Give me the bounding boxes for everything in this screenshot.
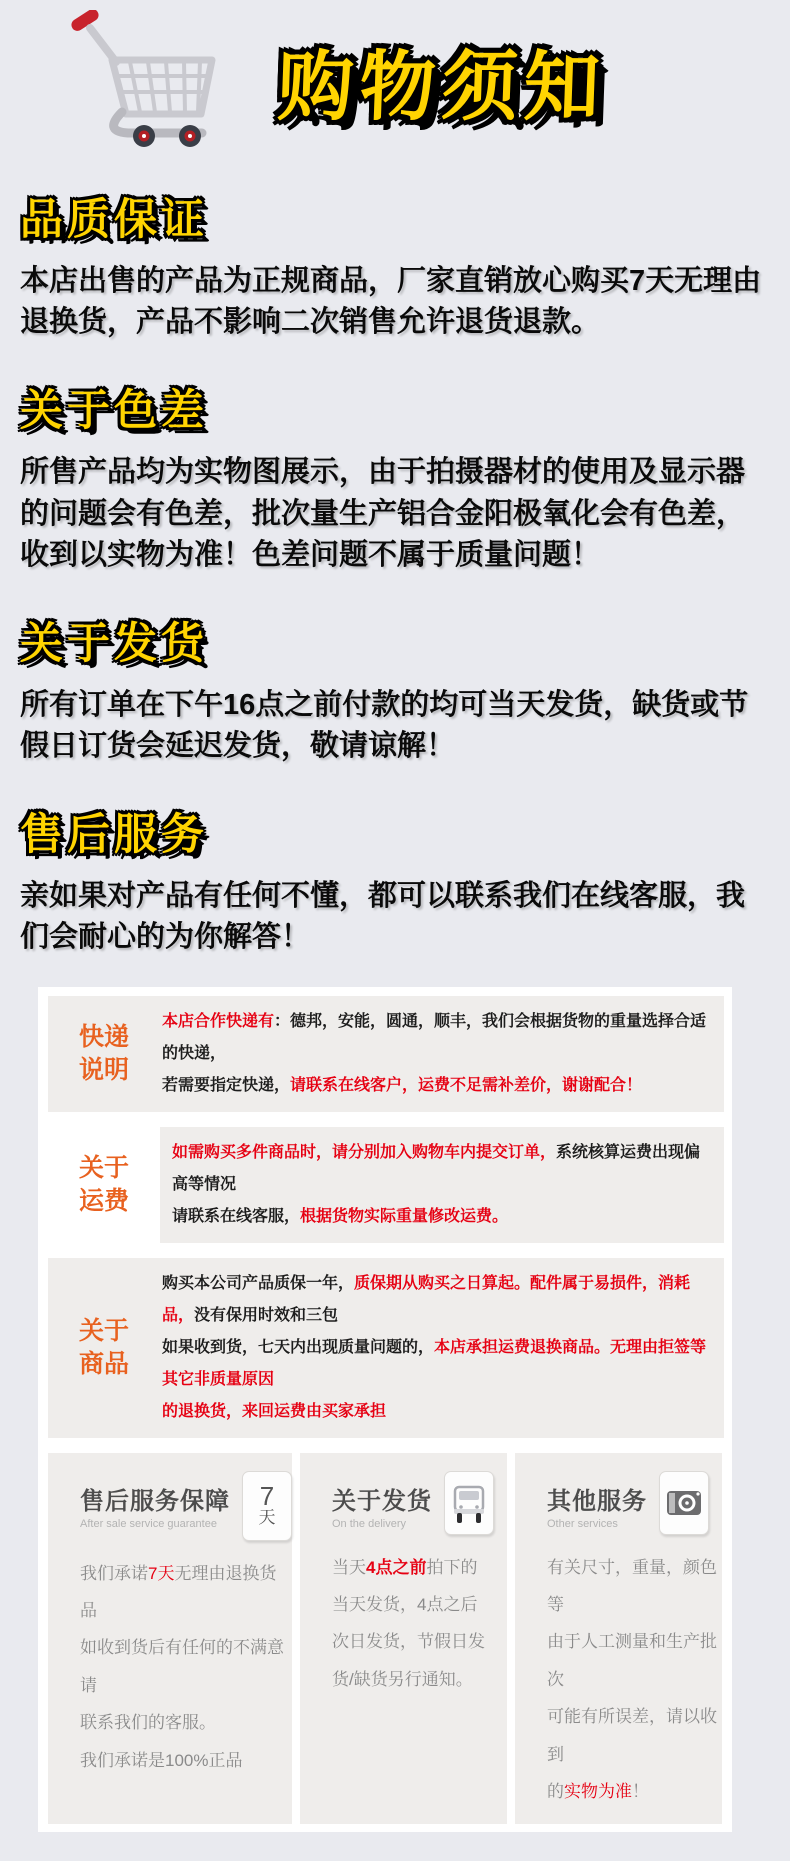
shopping-cart-icon <box>52 10 220 148</box>
card-delivery-title: 关于发货 <box>332 1487 432 1515</box>
section-shipping-body: 所有订单在下午16点之前付款的均可当天发货，缺货或节假日订货会延迟发货，敬请谅解！ <box>20 688 749 763</box>
header <box>0 0 790 162</box>
section-color-difference-heading: 关于色差 <box>20 387 208 436</box>
card-other-services-head <box>547 1471 722 1535</box>
section-shipping-heading: 关于发货 <box>20 619 208 668</box>
footer-spacer <box>0 1832 790 1861</box>
row-express-note-label: 快递说明 <box>78 1023 129 1084</box>
card-other-services-body: 有关尺寸，重量，颜色等 由于人工测量和生产批次 可能有所误差，请以收到 的实物为准！ <box>547 1557 717 1801</box>
card-delivery-body: 当天4点之前拍下的 当天发货，4点之后 次日发货，节假日发 货/缺货另行通知。 <box>332 1557 485 1689</box>
card-delivery <box>300 1453 507 1825</box>
card-after-sales-guarantee-title: 售后服务保障 <box>80 1487 230 1515</box>
card-delivery-subtitle: On the delivery <box>332 1517 406 1530</box>
row-shipping-fee-content: 如需购买多件商品时，请分别加入购物车内提交订单，系统核算运费出现偏高等情况 请联系在线客服，根据货物实际重量修改运费。 <box>160 1127 724 1243</box>
row-express-note-content: 本店合作快递有：德邦，安能，圆通，顺丰，我们会根据货物的重量选择合适的快递， 若需要指定快递，请联系在线客户，运费不足需补差价，谢谢配合！ <box>162 1012 707 1094</box>
card-delivery-head <box>332 1471 507 1535</box>
card-after-sales-guarantee-body: 我们承诺7天无理由退换货品 如收到货后有任何的不满意请 联系我们的客服。 我们承诺是100%正品 <box>80 1563 284 1770</box>
camera-icon <box>659 1471 709 1535</box>
section-quality-body: 本店出售的产品为正规商品，厂家直销放心购买7天无理由退换货，产品不影响二次销售允许退货退款。 <box>20 265 762 339</box>
service-cards <box>48 1453 722 1825</box>
card-other-services <box>515 1453 722 1825</box>
card-other-services-title: 其他服务 <box>547 1487 647 1515</box>
notice-panel <box>38 987 732 1833</box>
card-after-sales-guarantee-head <box>80 1471 292 1541</box>
row-shipping-fee-label: 关于运费 <box>78 1154 129 1215</box>
card-after-sales-guarantee <box>48 1453 292 1825</box>
card-other-services-subtitle: Other services <box>547 1517 618 1530</box>
section-color-difference <box>20 353 770 576</box>
section-after-sales-body: 亲如果对产品有任何不懂，都可以联系我们在线客服，我们会耐心的为你解答！ <box>20 880 746 954</box>
section-shipping <box>20 586 770 767</box>
section-color-difference-body: 所售产品均为实物图展示，由于拍摄器材的使用及显示器的问题会有色差，批次量生产铝合金阳极氧化会有色差，收到以实物为准！色差问题不属于质量问题！ <box>20 456 746 571</box>
section-after-sales <box>20 777 770 958</box>
card-after-sales-guarantee-subtitle: After sale service guarantee <box>80 1517 217 1530</box>
row-product-warranty-content: 购买本公司产品质保一年，质保期从购买之日算起。配件属于易损件，消耗品，没有保用时效和三包 如果收到货，七天内出现质量问题的，本店承担运费退换商品。无理由拒签等其它非质量原因 的退换货，来回运费由买家承担 <box>162 1274 707 1420</box>
section-after-sales-heading: 售后服务 <box>20 811 208 860</box>
section-quality <box>20 162 770 343</box>
7-days-badge: 7 天 <box>242 1471 292 1541</box>
row-product-warranty-label: 关于商品 <box>78 1317 129 1378</box>
delivery-truck-icon <box>444 1471 494 1535</box>
row-express-note <box>48 996 724 1112</box>
row-shipping-fee <box>48 1127 724 1243</box>
section-quality-heading: 品质保证 <box>20 196 208 244</box>
page-title: 购物须知 <box>276 45 608 130</box>
notice-sections <box>0 162 790 959</box>
